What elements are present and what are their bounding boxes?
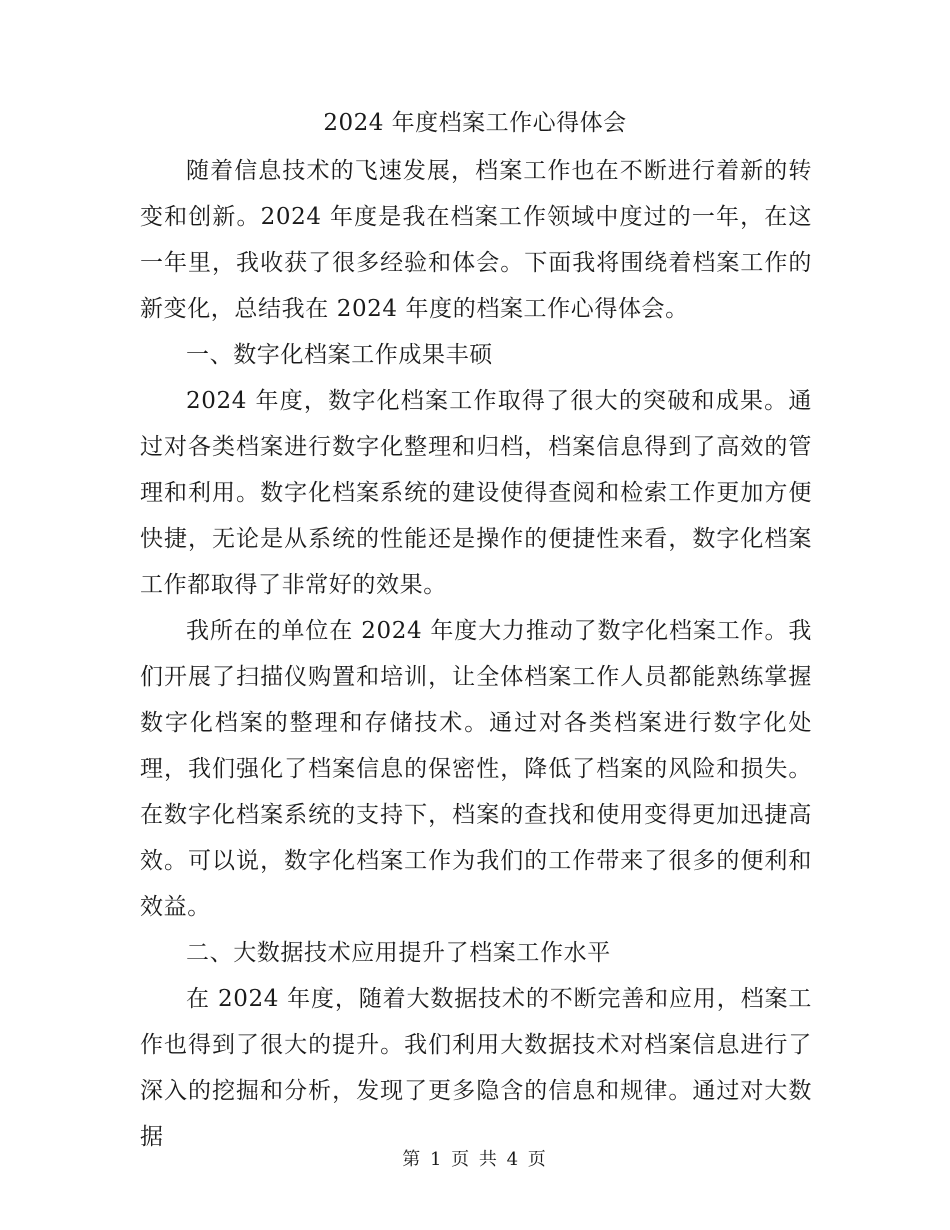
paragraph-section-1-b: 我所在的单位在 2024 年度大力推动了数字化档案工作。我们开展了扫描仪购置和培训，让全体档案工作人员都能熟练掌握数字化档案的整理和存储技术。通过对各类档案进行数字化处理，我们强化了档案信息的保密性，降低了档案的风险和损失。在数字化档案系统的支持下，档案的查找和使用变得更加迅捷高效。可以说，数字化档案工作为我们的工作带来了很多的便利和效益。 xyxy=(140,618,812,920)
section-heading-2: 二、大数据技术应用提升了档案工作水平 xyxy=(186,940,611,966)
paragraph-section-2-a: 在 2024 年度，随着大数据技术的不断完善和应用，档案工作也得到了很大的提升。我们利用大数据技术对档案信息进行了深入的挖掘和分析，发现了更多隐含的信息和规律。通过对大数据 xyxy=(140,986,812,1150)
document-body xyxy=(140,148,812,1160)
section-heading-1: 一、数字化档案工作成果丰硕 xyxy=(186,342,493,368)
paragraph-intro: 随着信息技术的飞速发展，档案工作也在不断进行着新的转变和创新。2024 年度是我在档案工作领域中度过的一年，在这一年里，我收获了很多经验和体会。下面我将围绕着档案工作的新变化，总结我在 2024 年度的档案工作心得体会。 xyxy=(140,158,812,322)
page-number-footer: 第 1 页 共 4 页 xyxy=(402,1149,548,1170)
document-title: 2024 年度档案工作心得体会 xyxy=(323,110,627,136)
paragraph-section-1-a: 2024 年度，数字化档案工作取得了很大的突破和成果。通过对各类档案进行数字化整理和归档，档案信息得到了高效的管理和利用。数字化档案系统的建设使得查阅和检索工作更加方便快捷，无论是从系统的性能还是操作的便捷性来看，数字化档案工作都取得了非常好的效果。 xyxy=(140,388,812,598)
